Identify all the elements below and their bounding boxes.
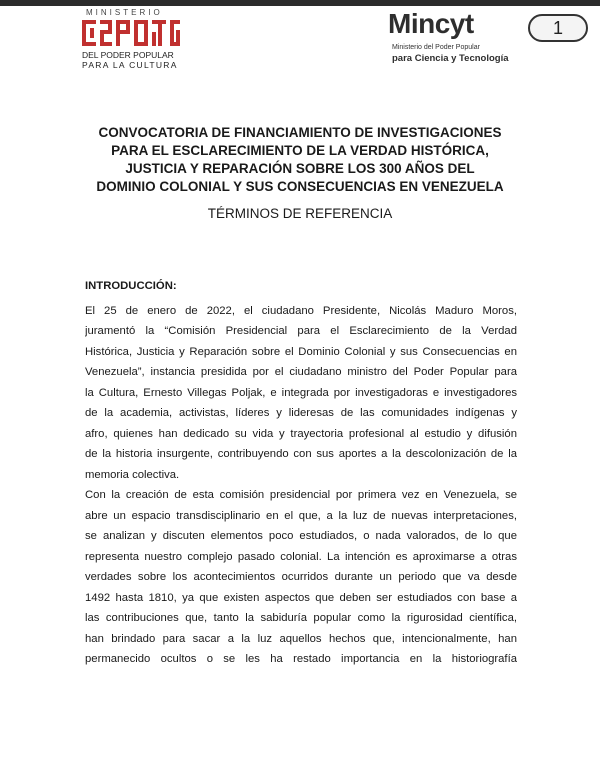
body-line: abre un espacio transdisciplinario en el que, a la luz de nuevas interpretaciones,	[85, 509, 517, 522]
section-heading: INTRODUCCIÓN:	[85, 280, 177, 292]
body-line: de la academia, activistas, líderes y lideresas de las comunidades indígenas y	[85, 407, 517, 419]
ministry-top-word: MINISTERIO	[86, 8, 163, 17]
body-line: verdades sobre los acontecimientos ocurridos durante un periodo que va desde	[85, 571, 517, 583]
body-line: las contribuciones que, tanto la sabiduría popular como la rigurosidad científica,	[85, 612, 517, 624]
mincyt-logo	[388, 8, 518, 68]
body-line: la Cultura, Ernesto Villegas Poljak, e integrada por investigadoras e investigadores	[85, 386, 517, 399]
body-line: se analizan y discuten elementos poco estudiados, o nada valorados, de lo que	[85, 530, 517, 542]
paragraph-introduction	[85, 301, 517, 486]
title-line: JUSTICIA Y REPARACIÓN SOBRE LOS 300 AÑOS DEL	[125, 161, 475, 176]
body-line: afro, quienes han dedicado su vida y trayectoria profesional al estudio y difusión	[85, 427, 517, 440]
paragraph-commission	[85, 485, 517, 670]
ministry-emblem-icon	[82, 18, 182, 48]
title-line: DOMINIO COLONIAL Y SUS CONSECUENCIAS EN VENEZUELA	[96, 179, 504, 194]
body-line: memoria colectiva.	[85, 468, 180, 481]
mincyt-line1: Ministerio del Poder Popular	[392, 44, 480, 51]
body-line: Venezuela”, instancia presidida por el ciudadano ministro del Poder Popular para	[85, 366, 517, 378]
document-body	[85, 276, 517, 670]
body-line: El 25 de enero de 2022, el ciudadano Presidente, Nicolás Maduro Moros,	[85, 304, 517, 317]
mincyt-line2: para Ciencia y Tecnología	[392, 53, 509, 64]
title-line: CONVOCATORIA DE FINANCIAMIENTO DE INVESTIGACIONES	[98, 125, 502, 140]
body-line: Histórica, Justicia y Reparación sobre el Dominio Colonial y sus Consecuencias en	[85, 345, 517, 358]
ministry-name-line2: PARA LA CULTURA	[82, 60, 178, 70]
body-line: 1492 hasta 1810, ya que existen aspectos que deben ser estudiados con base a	[85, 591, 517, 604]
body-line: de la historia insurgente, contribuyendo con sus aportes a la descolonización de la	[85, 448, 517, 460]
body-line: Con la creación de esta comisión presidencial por primera vez en Venezuela, se	[85, 489, 517, 501]
body-line: juramentó la “Comisión Presidencial para el Esclarecimiento de la Verdad	[85, 325, 517, 337]
document-title	[60, 124, 540, 196]
mincyt-brand: Mincyt	[388, 8, 474, 39]
ministry-culture-logo	[78, 6, 188, 68]
body-line: han brindado para sacar a la luz aquellos hechos que, intencionalmente, han	[85, 632, 517, 645]
body-line: representa nuestro complejo pasado colonial. La intención es aproximarse a otras	[85, 550, 517, 563]
title-line: PARA EL ESCLARECIMIENTO DE LA VERDAD HISTÓRICA,	[111, 143, 489, 158]
body-line: permanecido ocultos o se les ha restado importancia en la historiografía	[85, 653, 517, 665]
ministry-name-line1: DEL PODER POPULAR	[82, 50, 174, 60]
document-subtitle: TÉRMINOS DE REFERENCIA	[207, 206, 393, 221]
page-number-badge: 1	[528, 14, 588, 42]
